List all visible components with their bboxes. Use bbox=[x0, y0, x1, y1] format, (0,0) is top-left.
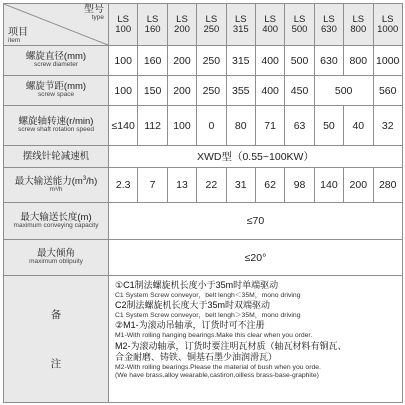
value-cell: 40 bbox=[344, 106, 373, 146]
remark-line: M1-With rolling hanging bearings.Make this clear when you order. bbox=[115, 331, 313, 339]
value-cell: 98 bbox=[285, 168, 314, 203]
model-header-cell: LS 800 bbox=[344, 4, 373, 46]
remarks-label: 备 注 bbox=[4, 276, 109, 403]
row-capacity bbox=[4, 168, 403, 203]
model-header-cell: LS 315 bbox=[226, 4, 255, 46]
merged-value-cell: XWD型（0.55~100KW） bbox=[109, 146, 403, 168]
remark-line: C2制法螺旋机长度大于35m时双端驱动 bbox=[115, 300, 271, 311]
value-cell: 200 bbox=[344, 168, 373, 203]
value-cell: 500 bbox=[314, 76, 373, 106]
value-cell: 500 bbox=[285, 46, 314, 76]
value-cell: 32 bbox=[373, 106, 402, 146]
value-cell: 100 bbox=[109, 46, 138, 76]
value-cell: 160 bbox=[138, 46, 167, 76]
model-label: 型号 bbox=[84, 4, 104, 15]
row-remarks bbox=[4, 276, 403, 403]
spec-table bbox=[3, 3, 403, 403]
value-cell: 1000 bbox=[373, 46, 402, 76]
value-cell: 100 bbox=[109, 76, 138, 106]
model-label-en: type bbox=[91, 14, 104, 21]
value-cell: 31 bbox=[226, 168, 255, 203]
remark-line: (We have brass,alloy wearable,castiron,oilless brass-base-graphite) bbox=[115, 372, 319, 380]
row-label: 最大倾角 maximum oblipuity bbox=[4, 240, 109, 276]
value-cell: 112 bbox=[138, 106, 167, 146]
value-cell: 0 bbox=[197, 106, 226, 146]
item-label-en: item bbox=[8, 36, 21, 44]
remark-line: M2-With rolling bearings.Please the material of bush when you orde. bbox=[115, 363, 321, 371]
model-header-cell: LS 200 bbox=[167, 4, 196, 46]
header-row bbox=[4, 4, 403, 46]
value-cell: 7 bbox=[138, 168, 167, 203]
value-cell: ≤140 bbox=[109, 106, 138, 146]
merged-value-cell: ≤70 bbox=[109, 203, 403, 240]
value-cell: 140 bbox=[314, 168, 343, 203]
row-screw-space bbox=[4, 76, 403, 106]
remark-line: ②M1-为滚动吊轴承，订货时可不注册 bbox=[115, 320, 265, 331]
model-header-cell: LS 500 bbox=[285, 4, 314, 46]
value-cell: 315 bbox=[226, 46, 255, 76]
value-cell: 200 bbox=[167, 46, 196, 76]
value-cell: 71 bbox=[255, 106, 284, 146]
value-cell: 400 bbox=[255, 76, 284, 106]
row-shaft-speed bbox=[4, 106, 403, 146]
model-header-cell: LS 250 bbox=[197, 4, 226, 46]
row-length bbox=[4, 203, 403, 240]
value-cell: 400 bbox=[255, 46, 284, 76]
row-label: 最大输送能力$(m^3/h)$ m³/h bbox=[4, 168, 109, 203]
value-cell: 450 bbox=[285, 76, 314, 106]
remark-line: ①C1制法螺旋机长度小于35m时单端驱动 bbox=[115, 280, 279, 290]
value-cell: 22 bbox=[197, 168, 226, 203]
model-header-cell: LS 400 bbox=[255, 4, 284, 46]
value-cell: 250 bbox=[197, 76, 226, 106]
remark-line: 合金耐磨、铸铁、铜基石墨少油润滑瓦） bbox=[115, 352, 278, 363]
row-reducer bbox=[4, 146, 403, 168]
row-label: 螺旋轴转速(r/min) screw shaft rotation speed bbox=[4, 106, 109, 146]
model-header-cell: LS 160 bbox=[138, 4, 167, 46]
value-cell: 630 bbox=[314, 46, 343, 76]
value-cell: 150 bbox=[138, 76, 167, 106]
value-cell: 560 bbox=[373, 76, 402, 106]
row-label: 螺旋直径(mm) screw diameter bbox=[4, 46, 109, 76]
value-cell: 100 bbox=[167, 106, 196, 146]
model-header-cell: LS 100 bbox=[109, 4, 138, 46]
model-header-cell: LS 630 bbox=[314, 4, 343, 46]
row-label: 最大输送长度(m) maximum conveying capacity bbox=[4, 203, 109, 240]
model-header-cell: LS 1000 bbox=[373, 4, 402, 46]
remark-line: C1 System Screw conveyor，belt lengh＞35M，mono driving bbox=[115, 311, 301, 319]
value-cell: 250 bbox=[197, 46, 226, 76]
row-label: 螺旋节距(mm) screw space bbox=[4, 76, 109, 106]
value-cell: 13 bbox=[167, 168, 196, 203]
value-cell: 280 bbox=[373, 168, 402, 203]
remark-line: C1 System Screw conveyor，belt lengh＜35M，mono driving bbox=[115, 291, 301, 299]
value-cell: 62 bbox=[255, 168, 284, 203]
value-cell: 355 bbox=[226, 76, 255, 106]
value-cell: 2.3 bbox=[109, 168, 138, 203]
header-corner-cell bbox=[4, 4, 109, 46]
remarks-text bbox=[109, 276, 403, 403]
value-cell: 200 bbox=[167, 76, 196, 106]
row-obliquity bbox=[4, 240, 403, 276]
row-screw-diameter bbox=[4, 46, 403, 76]
merged-value-cell: ≤20° bbox=[109, 240, 403, 276]
value-cell: 80 bbox=[226, 106, 255, 146]
row-label: 摆线针轮减速机 bbox=[4, 146, 109, 168]
item-label: 项目 bbox=[8, 26, 28, 38]
value-cell: 63 bbox=[285, 106, 314, 146]
value-cell: 50 bbox=[314, 106, 343, 146]
remark-line: M2-为滚动轴承，订货时要注明瓦材质（轴瓦材料有铜瓦、 bbox=[115, 340, 347, 351]
value-cell: 800 bbox=[344, 46, 373, 76]
